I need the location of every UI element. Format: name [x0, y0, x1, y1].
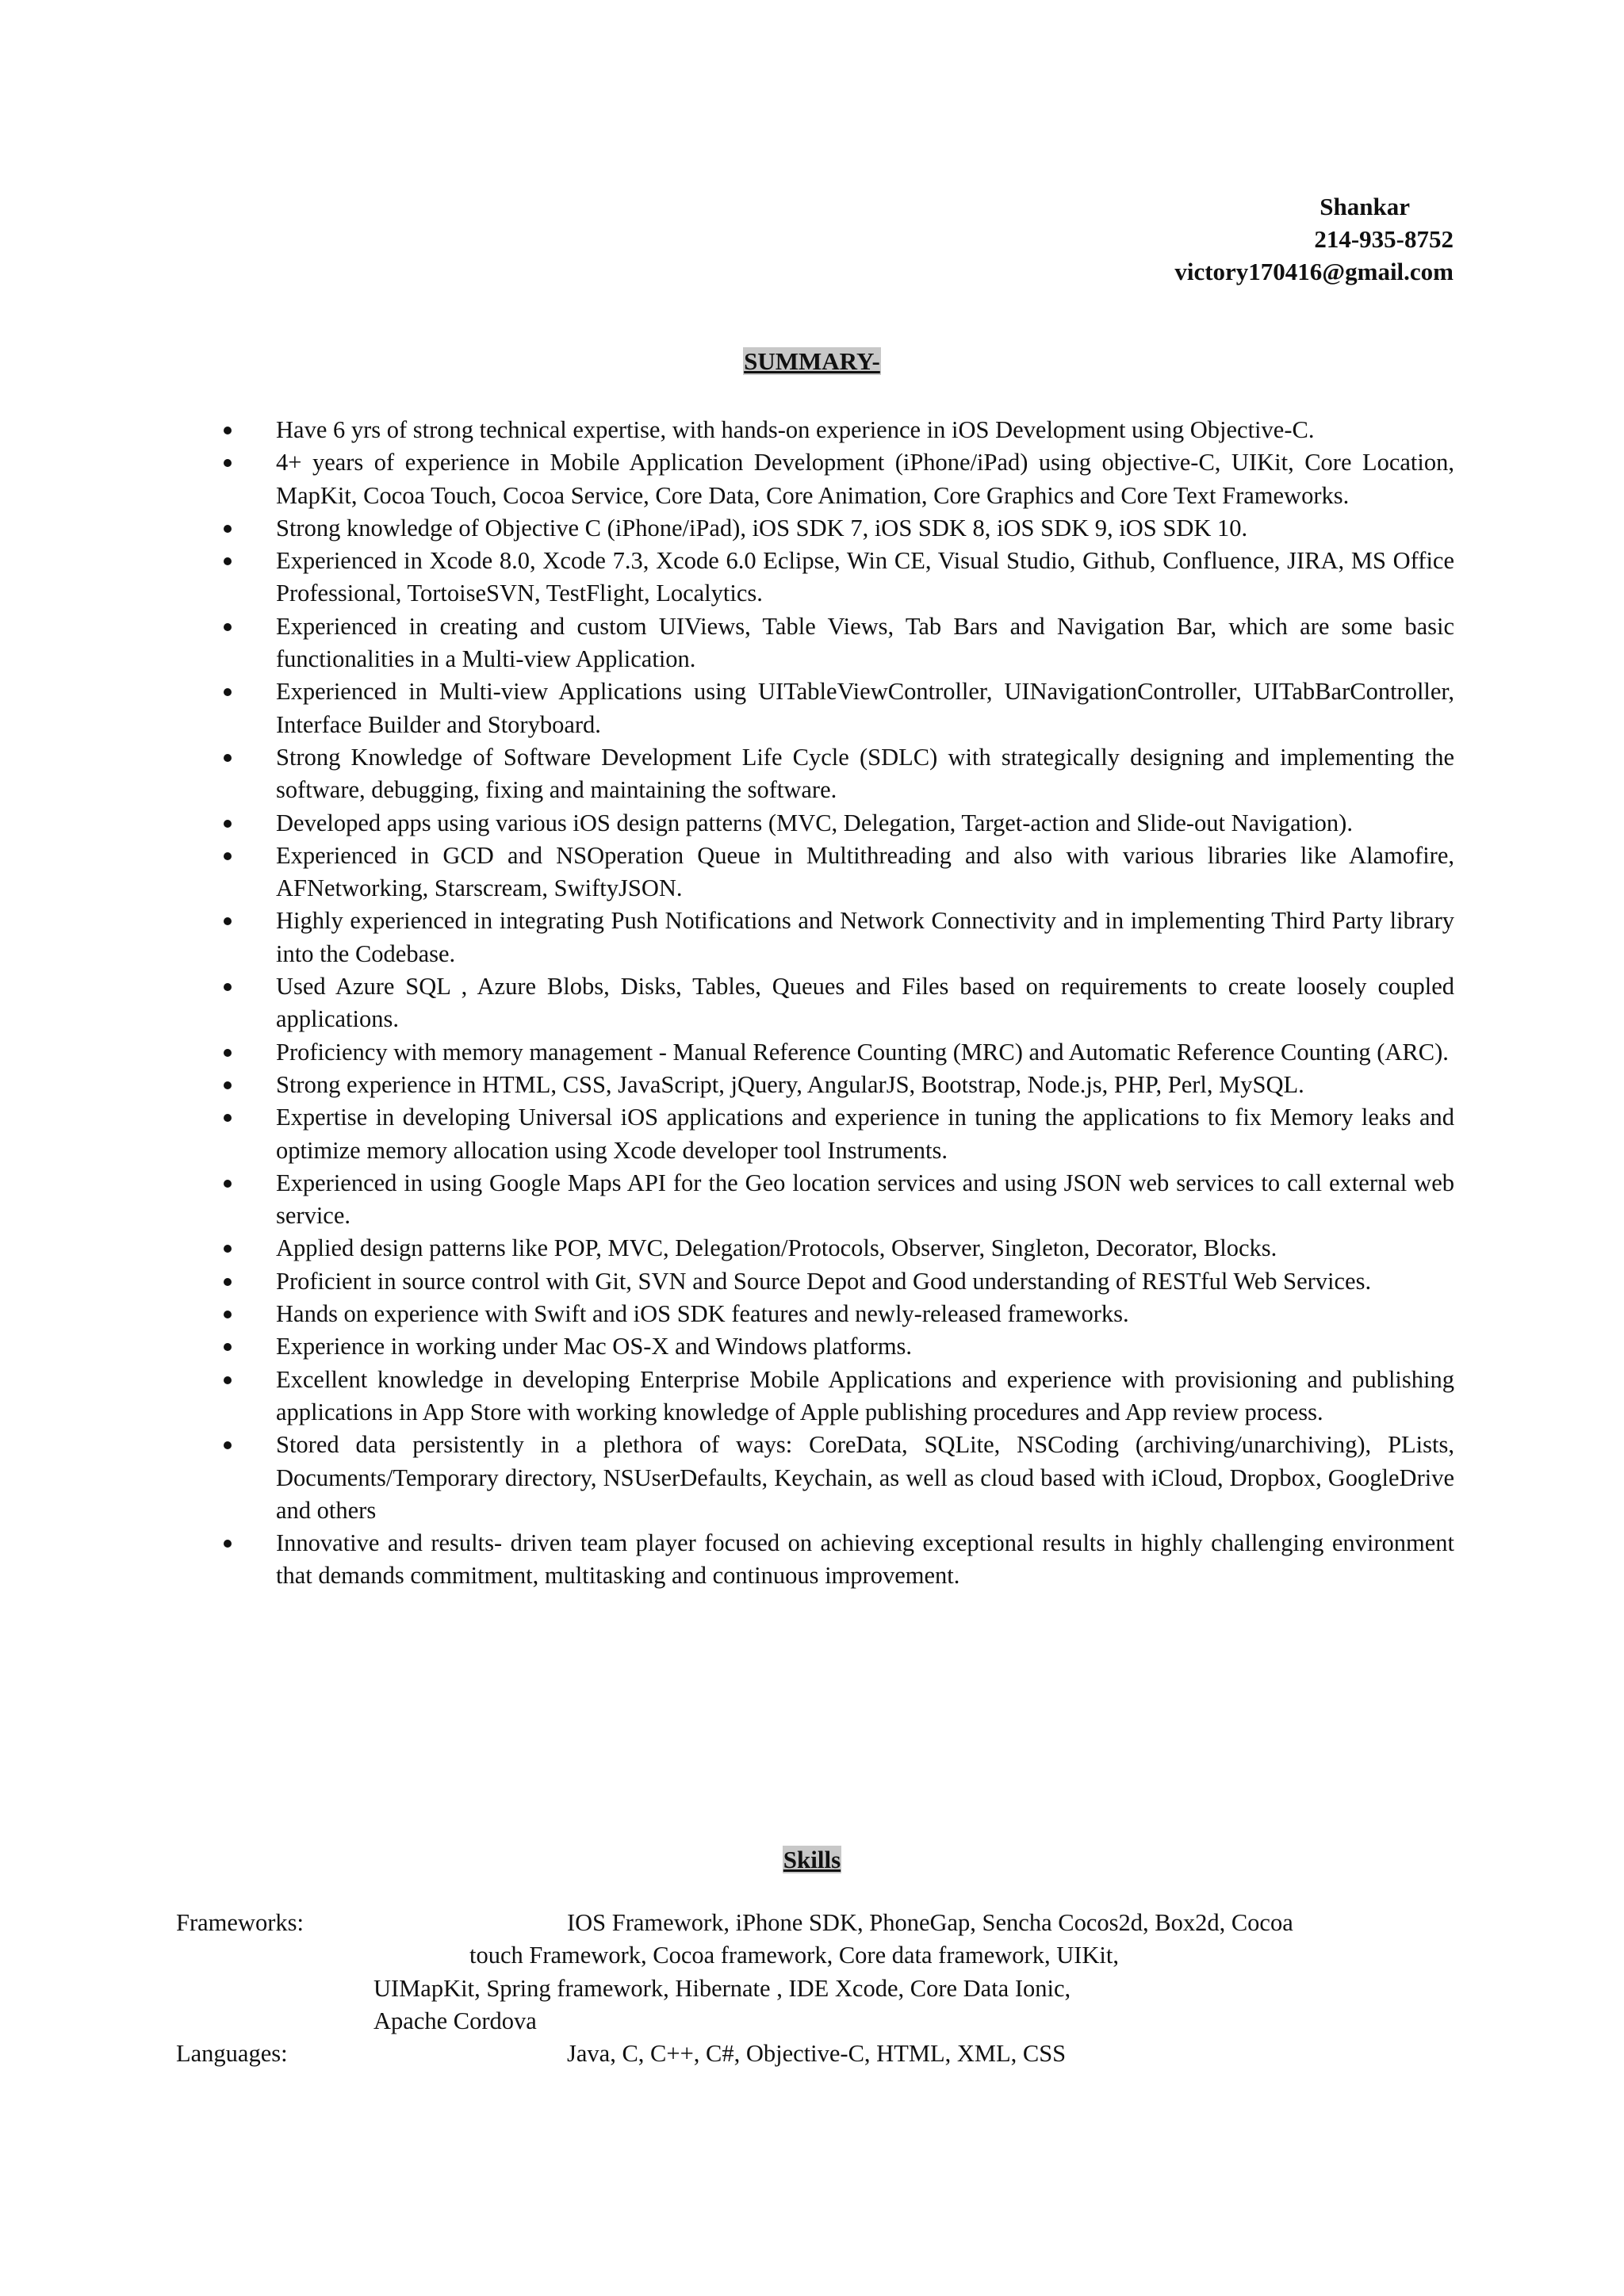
summary-item-text: 4+ years of experience in Mobile Application Development (iPhone/iPad) using objective-C, UIKit, Core Location, MapKit, Cocoa Touch, Cocoa Service, Core Data, Core Animation, Core Graphics and Core Text Frameworks. [276, 449, 1454, 509]
summary-item-text: Expertise in developing Universal iOS applications and experience in tuning the applications to fix Memory leaks and optimize memory allocation using Xcode developer tool Instruments. [276, 1104, 1454, 1164]
summary-item [224, 1167, 1454, 1233]
bullet-icon [224, 1364, 239, 1396]
frameworks-line: IOS Framework, iPhone SDK, PhoneGap, Sencha Cocos2d, Box2d, Cocoa [567, 1909, 1293, 1936]
bullet-icon [224, 446, 239, 479]
bullet-icon [224, 1330, 239, 1363]
summary-item [224, 610, 1454, 676]
bullet-icon [224, 1232, 239, 1265]
summary-item [224, 807, 1454, 840]
summary-item-text: Experienced in creating and custom UIViews, Table Views, Tab Bars and Navigation Bar, which are some basic functionalities in a Multi-view Application. [276, 612, 1454, 673]
bullet-icon [224, 1069, 239, 1101]
skill-row-frameworks [176, 1907, 1461, 2038]
bullet-icon [224, 1036, 239, 1069]
skills-table [176, 1907, 1461, 2070]
summary-heading [0, 347, 1624, 376]
bullet-icon [224, 1429, 239, 1461]
skill-row-languages [176, 2038, 1461, 2070]
bullet-icon [224, 1527, 239, 1559]
summary-item-text: Innovative and results- driven team player focused on achieving exceptional results in highly challenging environment that demands commitment, multitasking and continuous improvement. [276, 1529, 1454, 1590]
bullet-icon [224, 512, 239, 545]
summary-item-text: Have 6 yrs of strong technical expertise, with hands-on experience in iOS Development using Objective-C. [276, 416, 1315, 443]
bullet-icon [224, 1265, 239, 1298]
summary-item-text: Developed apps using various iOS design patterns (MVC, Delegation, Target-action and Slide-out Navigation). [276, 809, 1353, 836]
bullet-icon [224, 414, 239, 446]
bullet-icon [224, 675, 239, 708]
summary-item [224, 545, 1454, 610]
summary-list [224, 414, 1454, 1593]
summary-item [224, 446, 1454, 512]
summary-item-text: Excellent knowledge in developing Enterprise Mobile Applications and experience with provisioning and publishing applications in App Store with working knowledge of Apple publishing procedures and App review process. [276, 1365, 1454, 1425]
summary-item [224, 1527, 1454, 1593]
summary-item [224, 675, 1454, 741]
summary-item [224, 1298, 1454, 1330]
summary-item-text: Strong Knowledge of Software Development Life Cycle (SDLC) with strategically designing and implementing the software, debugging, fixing and maintaining the software. [276, 743, 1454, 804]
summary-item [224, 970, 1454, 1036]
bullet-icon [224, 905, 239, 937]
summary-item-text: Used Azure SQL , Azure Blobs, Disks, Tables, Queues and Files based on requirements to create loosely coupled applications. [276, 973, 1454, 1033]
bullet-icon [224, 840, 239, 872]
bullet-icon [224, 1101, 239, 1134]
languages-line: Java, C, C++, C#, Objective-C, HTML, XML, CSS [567, 2040, 1067, 2068]
summary-item-text: Experience in working under Mac OS-X and Windows platforms. [276, 1333, 913, 1360]
summary-item [224, 1069, 1454, 1101]
languages-label: Languages: [176, 2040, 288, 2068]
bullet-icon [224, 807, 239, 840]
skills-heading-text: Skills [783, 1846, 841, 1873]
summary-item-text: Experienced in Multi-view Applications using UITableViewController, UINavigationController, UITabBarController, Interface Builder and Storyboard. [276, 678, 1454, 738]
bullet-icon [224, 1167, 239, 1200]
bullet-icon [224, 741, 239, 774]
candidate-name: Shankar [1320, 193, 1410, 220]
summary-item [224, 1101, 1454, 1167]
bullet-icon [224, 545, 239, 577]
candidate-phone: 214-935-8752 [1314, 225, 1454, 253]
summary-item [224, 1429, 1454, 1527]
frameworks-line: touch Framework, Cocoa framework, Core data framework, UIKit, [469, 1942, 1119, 1969]
summary-item [224, 741, 1454, 807]
bullet-icon [224, 970, 239, 1003]
candidate-email: victory170416@gmail.com [1174, 258, 1454, 285]
summary-item [224, 1364, 1454, 1429]
summary-item [224, 905, 1454, 970]
summary-item-text: Proficient in source control with Git, SVN and Source Depot and Good understanding of RESTful Web Services. [276, 1267, 1372, 1295]
summary-item-text: Experienced in using Google Maps API for the Geo location services and using JSON web services to call external web service. [276, 1169, 1454, 1230]
summary-item [224, 1330, 1454, 1363]
frameworks-line: Apache Cordova [373, 2007, 537, 2034]
summary-item [224, 1232, 1454, 1265]
bullet-icon [224, 610, 239, 643]
skills-heading [0, 1846, 1624, 1874]
summary-item [224, 840, 1454, 905]
summary-item [224, 1036, 1454, 1069]
summary-item [224, 512, 1454, 545]
contact-block [1174, 190, 1454, 288]
summary-item [224, 1265, 1454, 1298]
summary-heading-text: SUMMARY- [744, 347, 880, 375]
summary-item-text: Experienced in Xcode 8.0, Xcode 7.3, Xcode 6.0 Eclipse, Win CE, Visual Studio, Github, Confluence, JIRA, MS Office Professional, TortoiseSVN, TestFlight, Localytics. [276, 547, 1454, 607]
frameworks-line: UIMapKit, Spring framework, Hibernate , IDE Xcode, Core Data Ionic, [373, 1974, 1071, 2002]
summary-item-text: Proficiency with memory management - Manual Reference Counting (MRC) and Automatic Reference Counting (ARC). [276, 1038, 1449, 1066]
bullet-icon [224, 1298, 239, 1330]
summary-item-text: Strong knowledge of Objective C (iPhone/iPad), iOS SDK 7, iOS SDK 8, iOS SDK 9, iOS SDK 10. [276, 514, 1248, 541]
frameworks-label: Frameworks: [176, 1909, 304, 1936]
summary-item-text: Applied design patterns like POP, MVC, Delegation/Protocols, Observer, Singleton, Decorator, Blocks. [276, 1234, 1277, 1262]
summary-item [224, 414, 1454, 446]
summary-item-text: Strong experience in HTML, CSS, JavaScript, jQuery, AngularJS, Bootstrap, Node.js, PHP, Perl, MySQL. [276, 1070, 1304, 1098]
summary-item-text: Stored data persistently in a plethora of ways: CoreData, SQLite, NSCoding (archiving/unarchiving), PLists, Documents/Temporary directory, NSUserDefaults, Keychain, as well as cloud based with iCloud, Dropbox, GoogleDrive and others [276, 1431, 1454, 1524]
summary-item-text: Hands on experience with Swift and iOS SDK features and newly-released frameworks. [276, 1300, 1129, 1328]
summary-item-text: Experienced in GCD and NSOperation Queue in Multithreading and also with various libraries like Alamofire, AFNetworking, Starscream, SwiftyJSON. [276, 841, 1454, 902]
summary-item-text: Highly experienced in integrating Push Notifications and Network Connectivity and in implementing Third Party library into the Codebase. [276, 907, 1454, 967]
